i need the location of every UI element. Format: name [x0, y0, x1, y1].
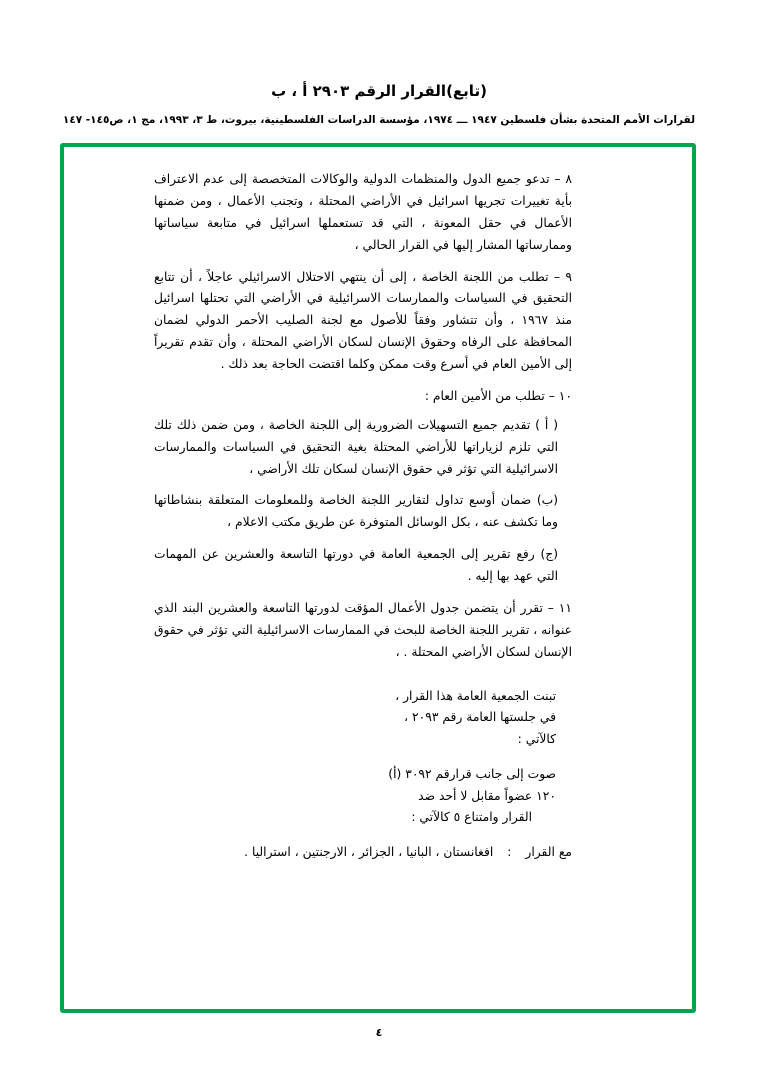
- paragraph-10: ١٠ – تطلب من الأمين العام :: [424, 388, 572, 403]
- content-frame: [60, 143, 696, 1013]
- vote-summary-line-3: القرار وامتناع ٥ كالآتي :: [411, 810, 532, 825]
- adoption-line-1: تبنت الجمعية العامة هذا القرار ،: [395, 688, 556, 703]
- document-body: [154, 169, 572, 863]
- page-header: [0, 80, 758, 128]
- vote-detail-countries: افغانستان ، البانيا ، الجزائر ، الارجنتين ، استراليا .: [244, 844, 494, 859]
- adoption-line-3: كالآتي :: [517, 731, 556, 746]
- paragraph-10-b: (ب) ضمان أوسع تداول لتقارير اللجنة الخاصة وللمعلومات المتعلقة بنشاطاتها وما تكشف عنه ، بكل الوسائل المتوفرة عن طريق مكتب الاعلام ،: [154, 493, 558, 530]
- paragraph-10-c: (ج) رفع تقرير إلى الجمعية العامة في دورتها التاسعة والعشرين عن المهمات التي عهد بها إليه .: [154, 547, 558, 583]
- adoption-line-2: في جلستها العامة رقم ٢٠٩٣ ،: [404, 710, 556, 725]
- vote-detail-separator: :: [507, 844, 512, 859]
- vote-detail-row: [154, 842, 572, 864]
- vote-detail-label: مع القرار: [525, 844, 572, 859]
- vote-summary-block: [154, 764, 572, 829]
- document-source-citation: لقرارات الأمم المتحدة بشأن فلسطين ١٩٤٧ ـــ ١٩٧٤، مؤسسة الدراسات الفلسطينية، بيروت، ط ٣، ١٩٩٣، مج ١، ص١٤٥- ١٤٧: [62, 113, 696, 126]
- paragraph-9: ٩ – تطلب من اللجنة الخاصة ، إلى أن ينتهي الاحتلال الاسرائيلي عاجلاً ، أن تتابع التحقيق في السياسات والممارسات الاسرائيلية في الأراضي التي تحتلها اسرائيل منذ ١٩٦٧ ، وأن تتشاور وفقاً للأصول مع لجنة الصليب الأحمر الدولي لضمان المحافظة على الرفاه وحقوق الإنسان لسكان الأراضي المحتلة ، وأن تقدم تقريراً إلى الأمين العام في أسرع وقت ممكن وكلما اقتضت الحاجة بعد ذلك .: [154, 269, 572, 371]
- adoption-block: [154, 686, 572, 751]
- page-footer: [0, 1026, 758, 1039]
- vote-summary-line-2: ١٢٠ عضواً مقابل لا أحد ضد: [418, 788, 556, 803]
- document-title: (تابع)القرار الرقم ٣٠٩٢ أ ، ب: [271, 82, 487, 100]
- paragraph-10-a: ( أ ) تقديم جميع التسهيلات الضرورية إلى اللجنة الخاصة ، ومن ضمن ذلك تلك التي تلزم لزياراتها للأراضي المحتلة بغية التحقيق في السياسات والممارسات الاسرائيلية التي تؤثر في حقوق الإنسان لسكان تلك الأراضي ،: [154, 417, 558, 476]
- vote-summary-line-1: صوت إلى جانب قرارقم ٣٠٩٢ (أ): [388, 767, 556, 782]
- paragraph-8: ٨ – تدعو جميع الدول والمنظمات الدولية والوكالات المتخصصة إلى عدم الاعتراف بأية تغييرات تجريها اسرائيل في الأراضي المحتلة ، وتجنب الأعمال ، ومن ضمنها الأعمال في حقل المعونة ، التي قد تستعملها اسرائيل في متابعة سياساتها وممارساتها المشار إليها في القرار الحالي ،: [154, 172, 572, 252]
- paragraph-11: ١١ – تقرر أن يتضمن جدول الأعمال المؤقت لدورتها التاسعة والعشرين البند الذي عنوانه ، تقرير اللجنة الخاصة للبحث في الممارسات الاسرائيلية التي تؤثر في حقوق الإنسان لسكان الأراضي المحتلة . ،: [154, 600, 572, 659]
- page-number: ٤: [375, 1026, 383, 1039]
